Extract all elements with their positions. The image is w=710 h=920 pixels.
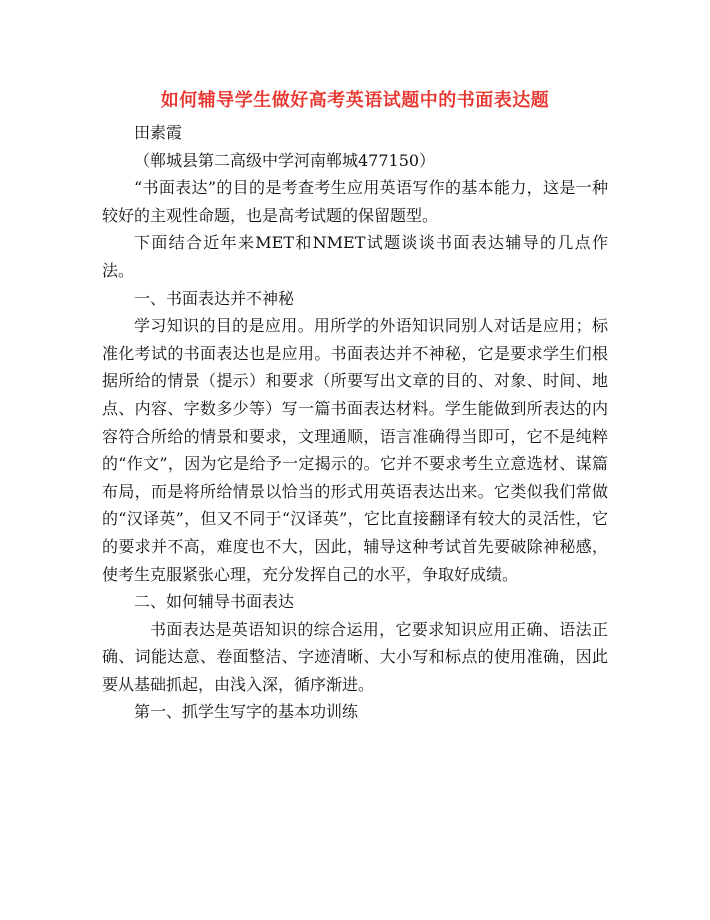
document-title: 如何辅导学生做好高考英语试题中的书面表达题 <box>160 90 550 111</box>
section-paragraph: 学习知识的目的是应用。用所学的外语知识同别人对话是应用；标准化考试的书面表达也是应用。书面表达并不神秘，它是要求学生们根据所给的情景（提示）和要求（所要写出文章的目的、对象、时间、地点、内容、字数多少等）写一篇书面表达材料。学生能做到所表达的内容符合所给的情景和要求，文理通顺，语言准确得当即可，它不是纯粹的“作文”，因为它是给予一定揭示的。它并不要求考生立意选材、谋篇布局，而是将所给情景以恰当的形式用英语表达出来。它类似我们常做的“汉译英”，但又不同于“汉译英”，它比直接翻译有较大的灵活性，它的要求并不高，难度也不大，因此，辅导这种考试首先要破除神秘感，使考生克服紧张心理，充分发挥自己的水平，争取好成绩。 <box>102 316 608 584</box>
section-heading: 一、书面表达并不神秘 <box>134 288 295 308</box>
subsection-heading: 第一、抓学生写字的基本功训练 <box>134 702 359 722</box>
intro-paragraph: “书面表达”的目的是考查考生应用英语写作的基本能力，这是一种较好的主观性命题，也是高考试题的保留题型。 <box>102 178 608 225</box>
section-paragraph: 书面表达是英语知识的综合运用，它要求知识应用正确、语法正确、词能达意、卷面整洁、字迹清晰、大小写和标点的使用准确，因此要从基础抓起，由浅入深，循序渐进。 <box>102 619 608 694</box>
document-body <box>102 119 608 726</box>
intro-paragraph: 下面结合近年来MET和NMET试题谈谈书面表达辅导的几点作法。 <box>102 233 608 280</box>
author-line: 田素霞 <box>134 123 183 142</box>
affiliation-line: （郸城县第二高级中学河南郸城477150） <box>134 150 436 170</box>
section-heading: 二、如何辅导书面表达 <box>134 592 295 612</box>
